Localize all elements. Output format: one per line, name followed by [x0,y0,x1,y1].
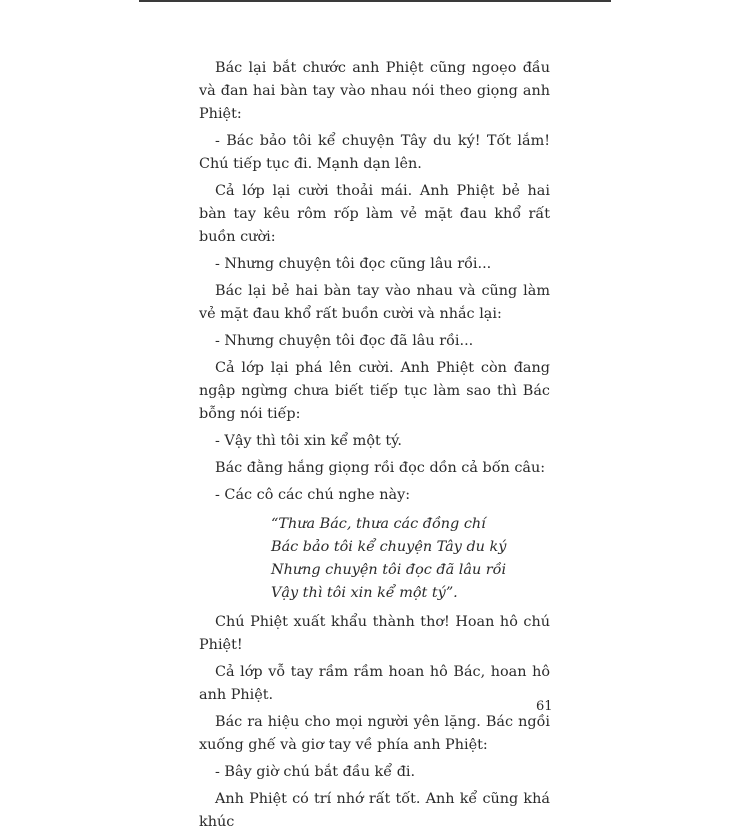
paragraph: Anh Phiệt có trí nhớ rất tốt. Anh kể cũng khá khúc [199,791,550,830]
top-rule [139,0,611,2]
paragraph: - Bác bảo tôi kể chuyện Tây du ký! Tốt lắm! Chú tiếp tục đi. Mạnh dạn lên. [199,133,550,172]
poem-line: Nhưng chuyện tôi đọc đã lâu rồi [271,562,507,578]
poem-block [199,513,550,605]
paragraph: - Bây giờ chú bắt đầu kể đi. [215,764,416,780]
page-number: 61 [536,699,553,714]
paragraph: Cả lớp vỗ tay rầm rầm hoan hô Bác, hoan hô anh Phiệt. [199,664,550,703]
paragraph: - Nhưng chuyện tôi đọc đã lâu rồi... [215,333,474,349]
paragraph: Cả lớp lại cười thoải mái. Anh Phiệt bẻ hai bàn tay kêu rôm rốp làm vẻ mặt đau khổ rất buồn cười: [199,183,550,245]
paragraph: - Vậy thì tôi xin kể một tý. [215,433,402,449]
poem-line: Vậy thì tôi xin kể một tý”. [271,585,458,601]
poem-line: Bác bảo tôi kể chuyện Tây du ký [271,539,507,555]
paragraph: - Các cô các chú nghe này: [215,487,411,503]
paragraph: - Nhưng chuyện tôi đọc cũng lâu rồi... [215,256,492,272]
paragraph: Chú Phiệt xuất khẩu thành thơ! Hoan hô chú Phiệt! [199,614,550,653]
paragraph: Bác ra hiệu cho mọi người yên lặng. Bác ngồi xuống ghế và giơ tay về phía anh Phiệt: [199,714,550,753]
paragraph: Bác đằng hắng giọng rồi đọc dồn cả bốn câu: [215,460,546,476]
paragraph: Bác lại bẻ hai bàn tay vào nhau và cũng làm vẻ mặt đau khổ rất buồn cười và nhắc lại: [199,283,550,322]
body-text [199,57,550,838]
paragraph: Cả lớp lại phá lên cười. Anh Phiệt còn đang ngập ngừng chưa biết tiếp tục làm sao thì Bác bỗng nói tiếp: [199,360,550,422]
poem-line: “Thưa Bác, thưa các đồng chí [271,516,486,532]
paragraph: Bác lại bắt chước anh Phiệt cũng ngoẹo đầu và đan hai bàn tay vào nhau nói theo giọng anh Phiệt: [199,60,550,122]
